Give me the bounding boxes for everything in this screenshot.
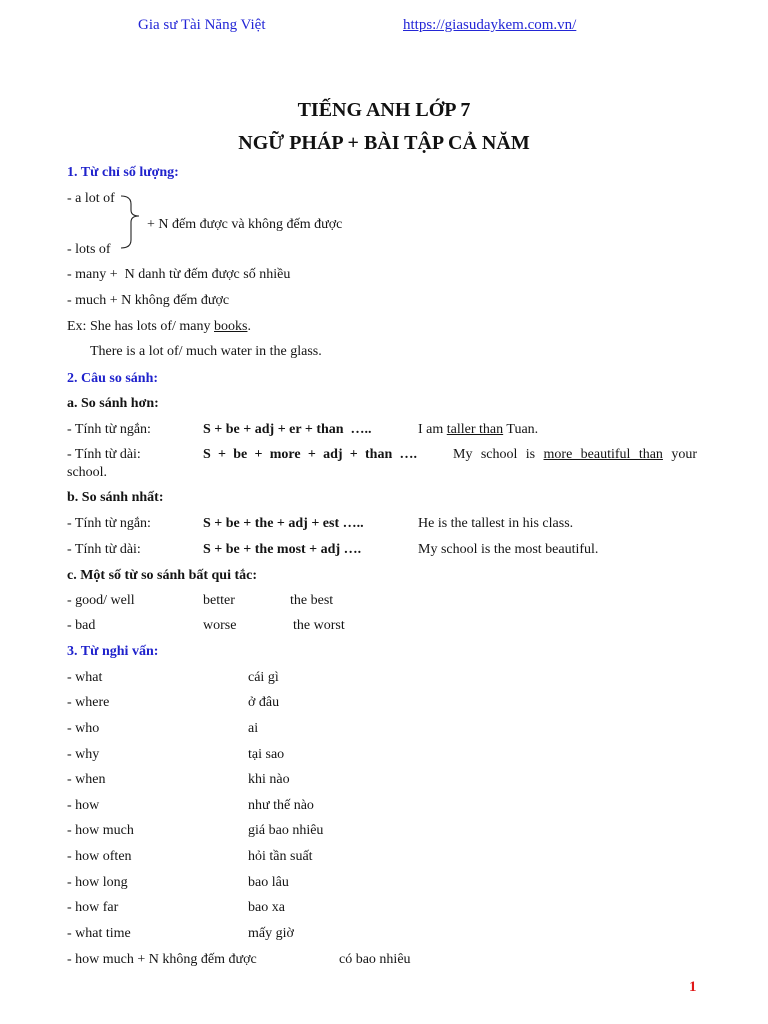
question-word: - where [67, 695, 110, 710]
example-underlined: books [214, 319, 248, 334]
lots-of-line: - lots of [67, 242, 111, 257]
irregular-word: - bad [67, 618, 96, 633]
question-meaning: giá bao nhiêu [248, 823, 324, 838]
superlative-long-example: My school is the most beautiful. [418, 542, 599, 557]
section-2-heading: 2. Câu so sánh: [67, 371, 159, 386]
question-meaning: ở đâu [248, 695, 280, 710]
question-word: - why [67, 747, 100, 762]
curly-brace-icon [118, 192, 144, 252]
short-adj-label: - Tính từ ngắn: [67, 516, 151, 531]
question-word: - who [67, 721, 100, 736]
irregular-heading: c. Một số từ so sánh bất qui tắc: [67, 568, 258, 583]
example-underlined: taller than [446, 422, 504, 437]
example-text-end: Tuan. [503, 422, 539, 437]
example-text-end: . [247, 319, 251, 334]
comparative-short-example [418, 421, 538, 439]
page-title: TIẾNG ANH LỚP 7 [297, 99, 471, 121]
question-meaning: có bao nhiêu [339, 952, 411, 967]
question-word: - how much [67, 823, 134, 838]
question-word: - what [67, 670, 103, 685]
question-word: - how often [67, 849, 132, 864]
comparative-short-formula: S + be + adj + er + than ….. [203, 422, 372, 437]
superlative-heading: b. So sánh nhất: [67, 490, 164, 505]
superlative-long-formula: S + be + the most + adj …. [203, 542, 362, 557]
question-word: - how much + N không đếm được [67, 952, 257, 967]
short-adj-label: - Tính từ ngắn: [67, 422, 151, 437]
question-word: - what time [67, 926, 131, 941]
irregular-word: - good/ well [67, 593, 135, 608]
example-text: My school is [453, 447, 544, 462]
example-text: Ex: She has lots of/ many [67, 319, 214, 334]
section-1-heading: 1. Từ chỉ số lượng: [67, 165, 179, 180]
superlative-short-example: He is the tallest in his class. [418, 516, 574, 531]
comparative-long-example [453, 446, 697, 464]
long-adj-label: - Tính từ dài: [67, 542, 141, 557]
long-adj-label: - Tính từ dài: [67, 447, 141, 462]
question-meaning: khi nào [248, 772, 290, 787]
page-number: 1 [689, 979, 697, 995]
question-word: - when [67, 772, 106, 787]
irregular-comparative: better [203, 593, 235, 608]
example-underlined: more beautiful than [543, 447, 663, 462]
irregular-superlative: the worst [293, 618, 345, 633]
example-text: I am [418, 422, 447, 437]
page-subtitle: NGỮ PHÁP + BÀI TẬP CẢ NĂM [238, 132, 530, 154]
question-meaning: cái gì [248, 670, 279, 685]
a-lot-of-line: - a lot of [67, 191, 115, 206]
question-meaning: bao xa [248, 900, 285, 915]
much-line: - much + N không đếm được [67, 293, 230, 308]
example-line-2: There is a lot of/ much water in the glass. [90, 344, 322, 359]
many-line: - many + N danh từ đếm được số nhiều [67, 267, 291, 282]
irregular-comparative: worse [203, 618, 237, 633]
question-word: - how far [67, 900, 119, 915]
question-meaning: mấy giờ [248, 926, 294, 941]
comparative-long-formula: S + be + more + adj + than …. [203, 447, 417, 462]
example-line-1 [67, 318, 251, 336]
question-meaning: bao lâu [248, 875, 289, 890]
comparative-heading: a. So sánh hơn: [67, 396, 159, 411]
question-meaning: ai [248, 721, 259, 736]
site-name: Gia sư Tài Năng Việt [138, 17, 266, 33]
brace-description: + N đếm được và không đếm được [147, 217, 343, 232]
irregular-superlative: the best [290, 593, 334, 608]
example-text-end: your [662, 447, 697, 462]
question-meaning: tại sao [248, 747, 285, 762]
section-3-heading: 3. Từ nghi vấn: [67, 644, 159, 659]
comparative-long-example-cont: school. [67, 465, 108, 480]
superlative-short-formula: S + be + the + adj + est ….. [203, 516, 364, 531]
question-word: - how long [67, 875, 128, 890]
question-meaning: như thế nào [248, 798, 314, 813]
site-link[interactable]: https://giasudaykem.com.vn/ [403, 17, 577, 33]
question-meaning: hỏi tần suất [248, 849, 313, 864]
question-word: - how [67, 798, 100, 813]
